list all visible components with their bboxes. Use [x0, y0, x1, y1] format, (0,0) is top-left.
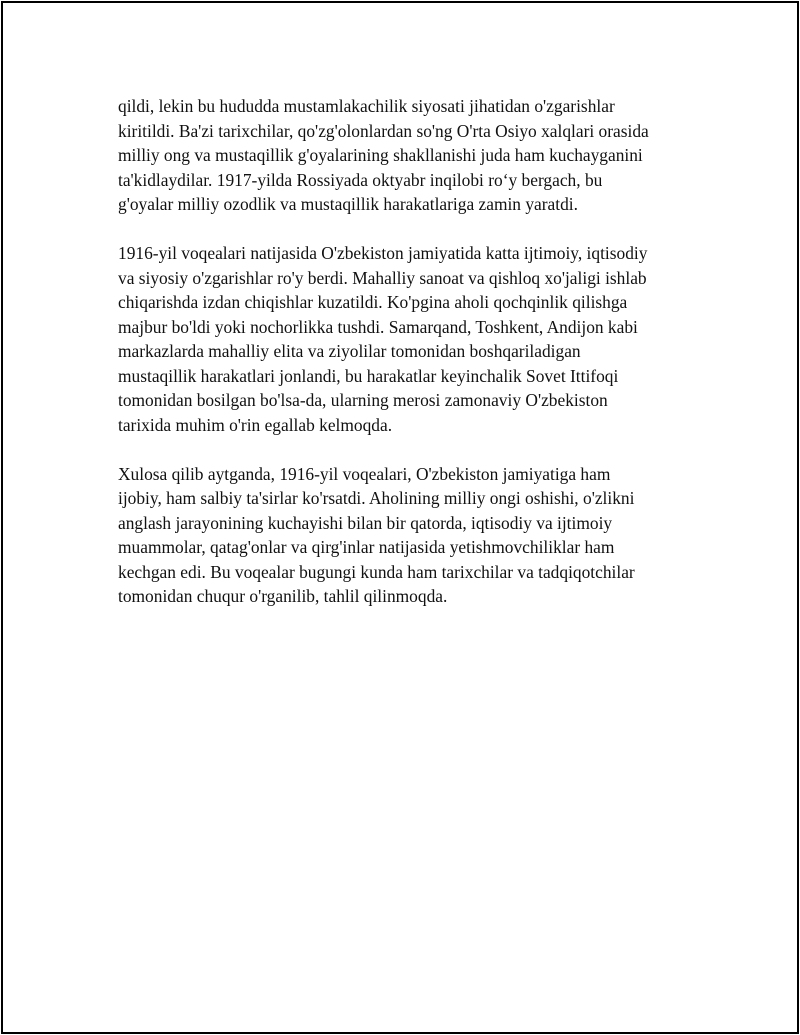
text-line: Xulosa qilib aytganda, 1916-yil voqealari, O'zbekiston jamiyatiga ham	[118, 463, 611, 484]
text-line: tomonidan chuqur o'rganilib, tahlil qilinmoqda.	[118, 586, 448, 606]
document-body	[118, 94, 686, 633]
text-line: kiritildi. Ba'zi tarixchilar, qo'zg'olonlardan so'ng O'rta Osiyo xalqlari orasida	[118, 120, 649, 141]
text-line: va siyosiy o'zgarishlar ro'y berdi. Mahalliy sanoat va qishloq xo'jaligi ishlab	[118, 267, 647, 288]
text-line: ijobiy, ham salbiy ta'sirlar ko'rsatdi. Aholining milliy ongi oshishi, o'zlikni	[118, 488, 635, 508]
text-line: 1916-yil voqealari natijasida O'zbekiston jamiyatida katta ijtimoiy, iqtisodiy	[118, 243, 648, 263]
paragraph-1	[118, 94, 686, 217]
text-line: mustaqillik harakatlari jonlandi, bu harakatlar keyinchalik Sovet Ittifoqi	[118, 365, 619, 386]
text-line: tomonidan bosilgan bo'lsa-da, ularning merosi zamonaviy O'zbekiston	[118, 390, 608, 410]
text-line: kechgan edi. Bu voqealar bugungi kunda ham tarixchilar va tadqiqotchilar	[118, 561, 635, 582]
paragraph-3	[118, 462, 686, 609]
text-line: qildi, lekin bu hududda mustamlakachilik siyosati jihatidan o'zgarishlar	[118, 96, 615, 116]
text-line: g'oyalar milliy ozodlik va mustaqillik harakatlariga zamin yaratdi.	[118, 194, 578, 214]
text-line: majbur bo'ldi yoki nochorlikka tushdi. Samarqand, Toshkent, Andijon kabi	[118, 316, 638, 337]
text-line: tarixida muhim o'rin egallab kelmoqda.	[118, 414, 393, 435]
text-line: markazlarda mahalliy elita va ziyolilar tomonidan boshqariladigan	[118, 341, 581, 361]
text-line: ta'kidlaydilar. 1917-yilda Rossiyada oktyabr inqilobi ro‘y bergach, bu	[118, 169, 603, 190]
text-line: muammolar, qatag'onlar va qirg'inlar natijasida yetishmovchiliklar ham	[118, 537, 615, 557]
text-line: chiqarishda izdan chiqishlar kuzatildi. Ko'pgina aholi qochqinlik qilishga	[118, 292, 628, 312]
text-line: anglash jarayonining kuchayishi bilan bir qatorda, iqtisodiy va ijtimoiy	[118, 512, 613, 533]
text-line: milliy ong va mustaqillik g'oyalarining shakllanishi juda ham kuchayganini	[118, 145, 643, 165]
paragraph-2	[118, 241, 686, 437]
